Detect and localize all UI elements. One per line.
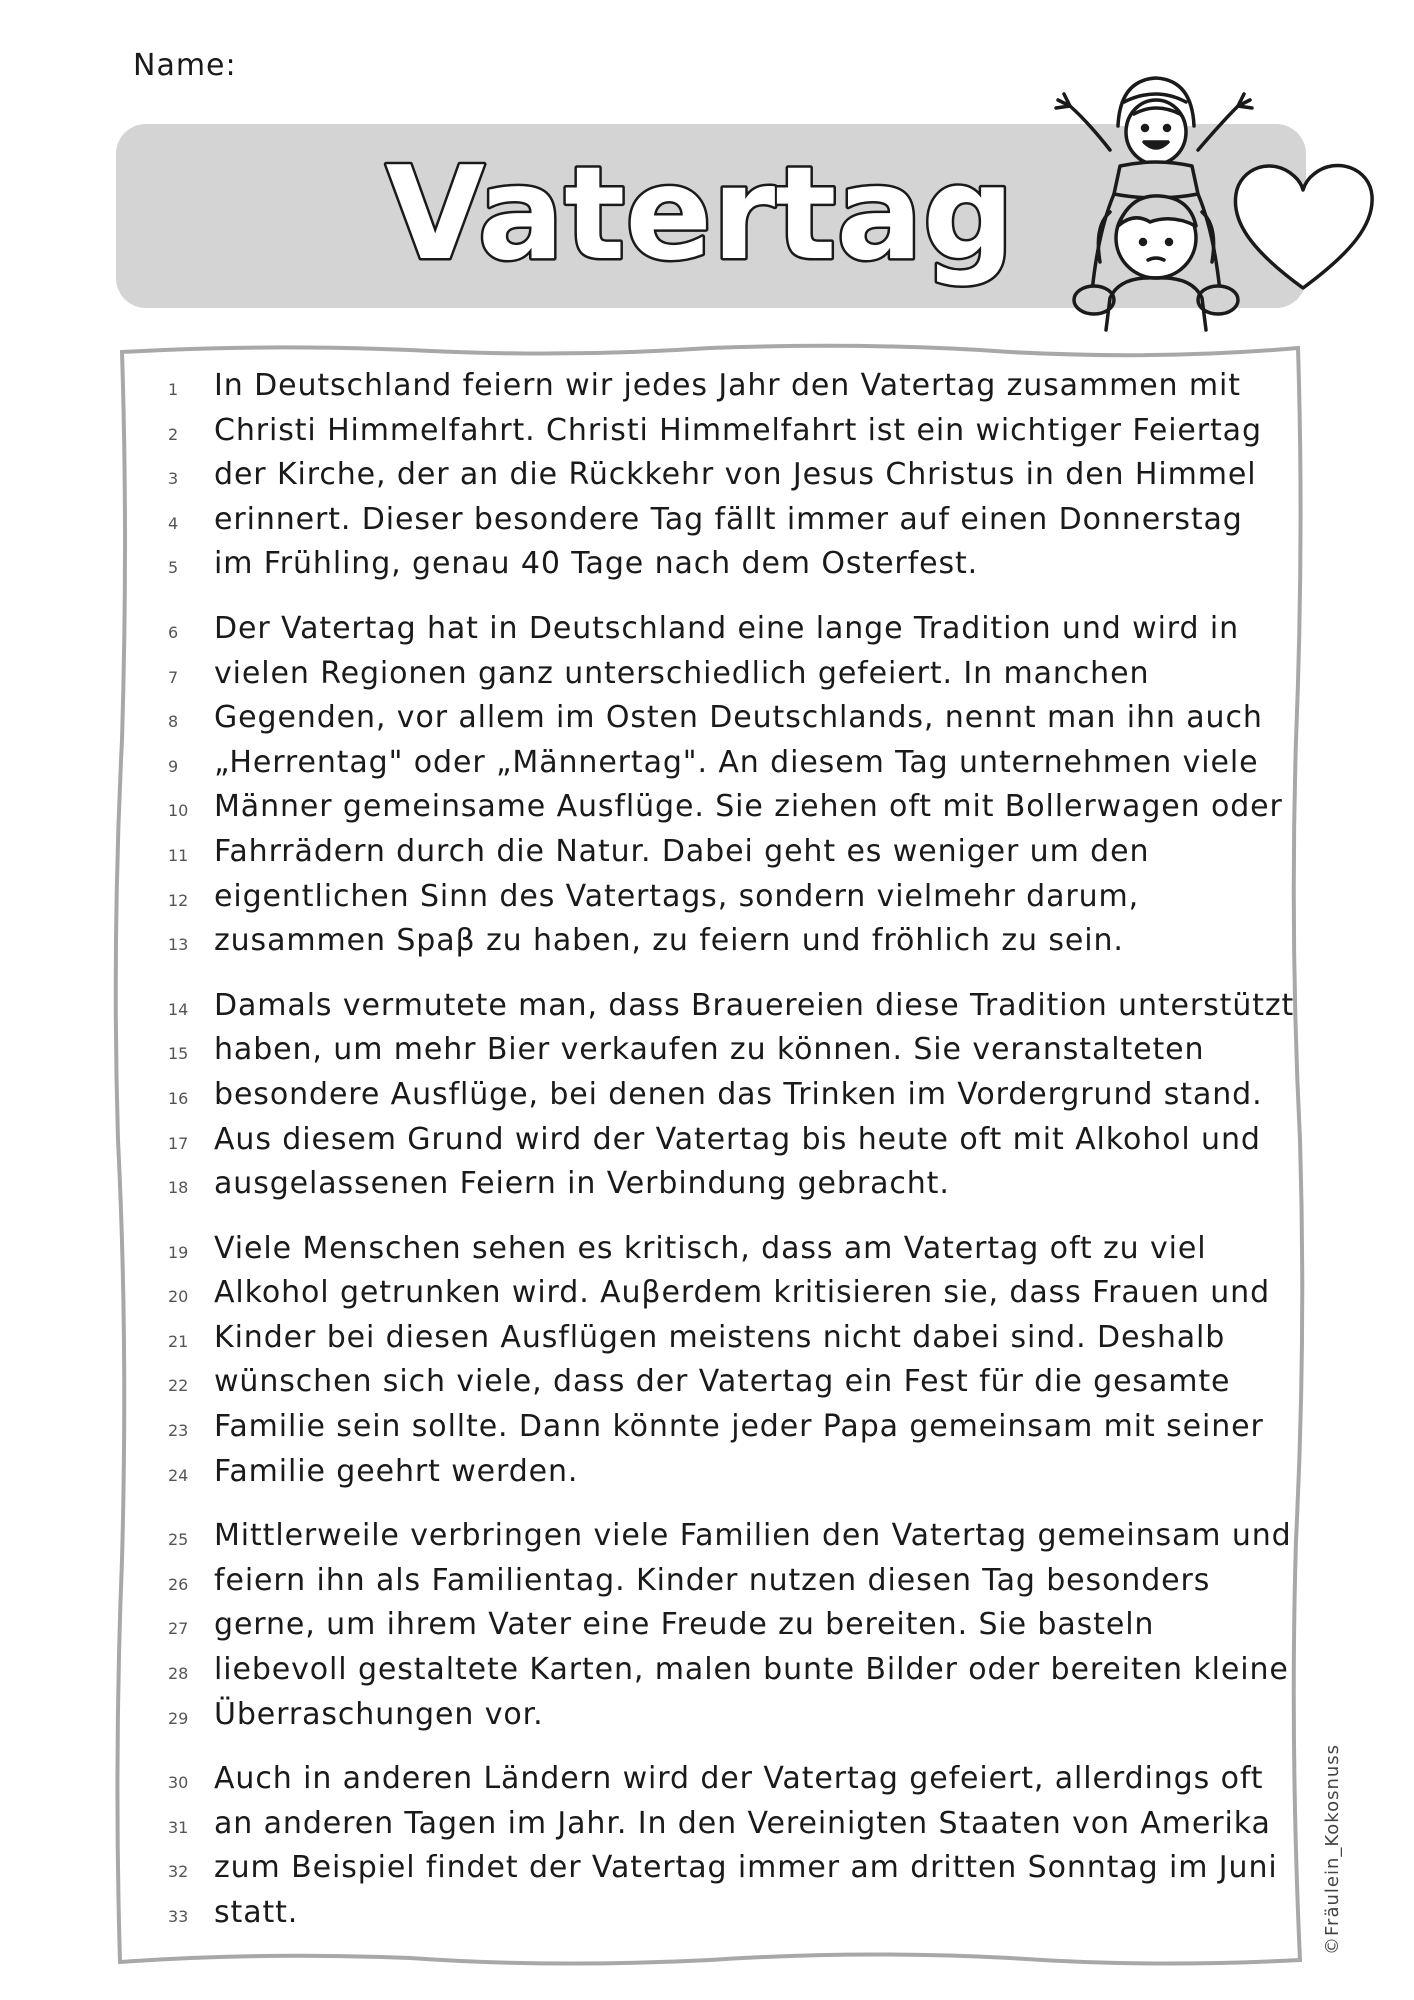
line-number: 8 bbox=[168, 712, 179, 732]
paragraph bbox=[168, 368, 1298, 591]
line-text: Gegenden, vor allem im Osten Deutschlands, nennt man ihn auch bbox=[214, 700, 1263, 736]
text-line bbox=[168, 1895, 1298, 1940]
line-text: zusammen Spaβ zu haben, zu feiern und fröhlich zu sein. bbox=[214, 923, 1124, 959]
text-line bbox=[168, 1697, 1298, 1742]
text-line bbox=[168, 413, 1298, 458]
line-text: Familie sein sollte. Dann könnte jeder Papa gemeinsam mit seiner bbox=[214, 1409, 1264, 1445]
line-number: 1 bbox=[168, 380, 179, 399]
line-number: 26 bbox=[168, 1574, 189, 1594]
line-number: 32 bbox=[168, 1862, 189, 1882]
line-number: 7 bbox=[168, 667, 179, 687]
line-text: Christi Himmelfahrt. Christi Himmelfahrt ist ein wichtiger Feiertag bbox=[214, 412, 1262, 448]
line-text: gerne, um ihrem Vater eine Freude zu bereiten. Sie basteln bbox=[214, 1607, 1155, 1643]
line-number: 33 bbox=[168, 1907, 189, 1926]
line-text: Viele Menschen sehen es kritisch, dass am Vatertag oft zu viel bbox=[214, 1230, 1207, 1266]
paragraph bbox=[168, 1518, 1298, 1741]
paragraph bbox=[168, 611, 1298, 968]
line-number: 3 bbox=[168, 469, 179, 489]
line-text: im Frühling, genau 40 Tage nach dem Osterfest. bbox=[214, 546, 979, 582]
line-number: 11 bbox=[168, 845, 189, 865]
line-text: haben, um mehr Bier verkaufen zu können. Sie veranstalteten bbox=[214, 1032, 1205, 1068]
line-number: 6 bbox=[168, 622, 179, 642]
text-line bbox=[168, 745, 1298, 790]
line-text: In Deutschland feiern wir jedes Jahr den Vatertag zusammen mit bbox=[214, 368, 1241, 403]
line-text: liebevoll gestaltete Karten, malen bunte Bilder oder bereiten kleine bbox=[214, 1652, 1289, 1688]
line-text: Männer gemeinsame Ausflüge. Sie ziehen oft mit Bollerwagen oder bbox=[214, 789, 1283, 825]
line-number: 13 bbox=[168, 935, 189, 955]
text-line bbox=[168, 656, 1298, 701]
line-number: 14 bbox=[168, 999, 189, 1019]
text-line bbox=[168, 1166, 1298, 1211]
text-line bbox=[168, 457, 1298, 502]
line-number: 23 bbox=[168, 1421, 189, 1441]
line-text: ausgelassenen Feiern in Verbindung gebracht. bbox=[214, 1166, 950, 1202]
page-title-text: Vatertag bbox=[385, 140, 1015, 289]
text-line bbox=[168, 1364, 1298, 1409]
line-number: 31 bbox=[168, 1817, 189, 1837]
line-number: 2 bbox=[168, 424, 179, 444]
line-number: 20 bbox=[168, 1287, 189, 1307]
line-number: 27 bbox=[168, 1619, 189, 1639]
line-number: 21 bbox=[168, 1331, 189, 1351]
line-number: 5 bbox=[168, 558, 179, 578]
text-line bbox=[168, 1518, 1298, 1563]
copyright-label: ©Fräulein_Kokosnuss bbox=[1322, 1743, 1343, 1955]
line-text: Aus diesem Grund wird der Vatertag bis heute oft mit Alkohol und bbox=[214, 1121, 1261, 1157]
text-line bbox=[168, 834, 1298, 879]
line-number: 19 bbox=[168, 1242, 189, 1262]
line-text: eigentlichen Sinn des Vatertags, sondern vielmehr darum, bbox=[214, 878, 1140, 914]
text-line bbox=[168, 1607, 1298, 1652]
line-number: 29 bbox=[168, 1708, 189, 1728]
line-number: 25 bbox=[168, 1530, 189, 1550]
line-number: 9 bbox=[168, 756, 179, 776]
text-line bbox=[168, 1850, 1298, 1895]
text-line bbox=[168, 1320, 1298, 1365]
text-line bbox=[168, 1806, 1298, 1851]
line-number: 28 bbox=[168, 1664, 189, 1684]
line-number: 30 bbox=[168, 1773, 189, 1793]
text-line bbox=[168, 1652, 1298, 1697]
text-line bbox=[168, 1454, 1298, 1499]
name-label: Name: bbox=[133, 48, 237, 83]
text-line bbox=[168, 700, 1298, 745]
line-text: besondere Ausflüge, bei denen das Trinken im Vordergrund stand. bbox=[214, 1076, 1263, 1112]
line-number: 12 bbox=[168, 890, 189, 910]
line-number: 18 bbox=[168, 1178, 189, 1198]
line-text: statt. bbox=[214, 1895, 299, 1930]
line-text: „Herrentag" oder „Männertag". An diesem Tag unternehmen viele bbox=[214, 744, 1259, 780]
line-number: 15 bbox=[168, 1044, 189, 1064]
line-text: wünschen sich viele, dass der Vatertag ein Fest für die gesamte bbox=[214, 1364, 1231, 1400]
line-number: 22 bbox=[168, 1376, 189, 1396]
line-text: Alkohol getrunken wird. Auβerdem kritisieren sie, dass Frauen und bbox=[214, 1275, 1271, 1311]
text-line bbox=[168, 368, 1298, 413]
line-text: Auch in anderen Ländern wird der Vatertag gefeiert, allerdings oft bbox=[214, 1761, 1264, 1797]
line-text: Überraschungen vor. bbox=[214, 1696, 544, 1732]
text-line bbox=[168, 789, 1298, 834]
text-line bbox=[168, 1032, 1298, 1077]
text-line bbox=[168, 1563, 1298, 1608]
heart-icon bbox=[1228, 150, 1378, 300]
line-number: 10 bbox=[168, 801, 189, 821]
line-number: 4 bbox=[168, 513, 179, 533]
text-line bbox=[168, 1275, 1298, 1320]
text-line bbox=[168, 879, 1298, 924]
text-line bbox=[168, 923, 1298, 968]
line-text: Fahrrädern durch die Natur. Dabei geht es weniger um den bbox=[214, 833, 1150, 869]
line-text: Mittlerweile verbringen viele Familien den Vatertag gemeinsam und bbox=[214, 1518, 1292, 1554]
text-line bbox=[168, 988, 1298, 1033]
line-text: der Kirche, der an die Rückkehr von Jesus Christus in den Himmel bbox=[214, 457, 1257, 493]
text-line bbox=[168, 1231, 1298, 1276]
text-line bbox=[168, 611, 1298, 656]
article-text bbox=[168, 368, 1298, 1960]
paragraph bbox=[168, 1761, 1298, 1939]
page-title bbox=[380, 140, 1020, 290]
line-text: vielen Regionen ganz unterschiedlich gefeiert. In manchen bbox=[214, 655, 1150, 691]
text-line bbox=[168, 1077, 1298, 1122]
text-line bbox=[168, 1409, 1298, 1454]
line-number: 16 bbox=[168, 1088, 189, 1108]
line-text: Damals vermutete man, dass Brauereien diese Tradition unterstützt bbox=[214, 987, 1295, 1023]
line-text: an anderen Tagen im Jahr. In den Vereinigten Staaten von Amerika bbox=[214, 1805, 1271, 1841]
paragraph bbox=[168, 1231, 1298, 1499]
line-text: Familie geehrt werden. bbox=[214, 1453, 579, 1489]
line-text: erinnert. Dieser besondere Tag fällt immer auf einen Donnerstag bbox=[214, 501, 1243, 537]
line-text: Kinder bei diesen Ausflügen meistens nicht dabei sind. Deshalb bbox=[214, 1319, 1226, 1355]
line-text: zum Beispiel findet der Vatertag immer am dritten Sonntag im Juni bbox=[214, 1850, 1278, 1886]
text-line bbox=[168, 502, 1298, 547]
text-line bbox=[168, 546, 1298, 591]
text-line bbox=[168, 1761, 1298, 1806]
line-text: feiern ihn als Familientag. Kinder nutzen diesen Tag besonders bbox=[214, 1562, 1211, 1598]
text-line bbox=[168, 1122, 1298, 1167]
line-number: 17 bbox=[168, 1133, 189, 1153]
paragraph bbox=[168, 988, 1298, 1211]
line-text: Der Vatertag hat in Deutschland eine lange Tradition und wird in bbox=[214, 610, 1240, 646]
line-number: 24 bbox=[168, 1465, 189, 1485]
